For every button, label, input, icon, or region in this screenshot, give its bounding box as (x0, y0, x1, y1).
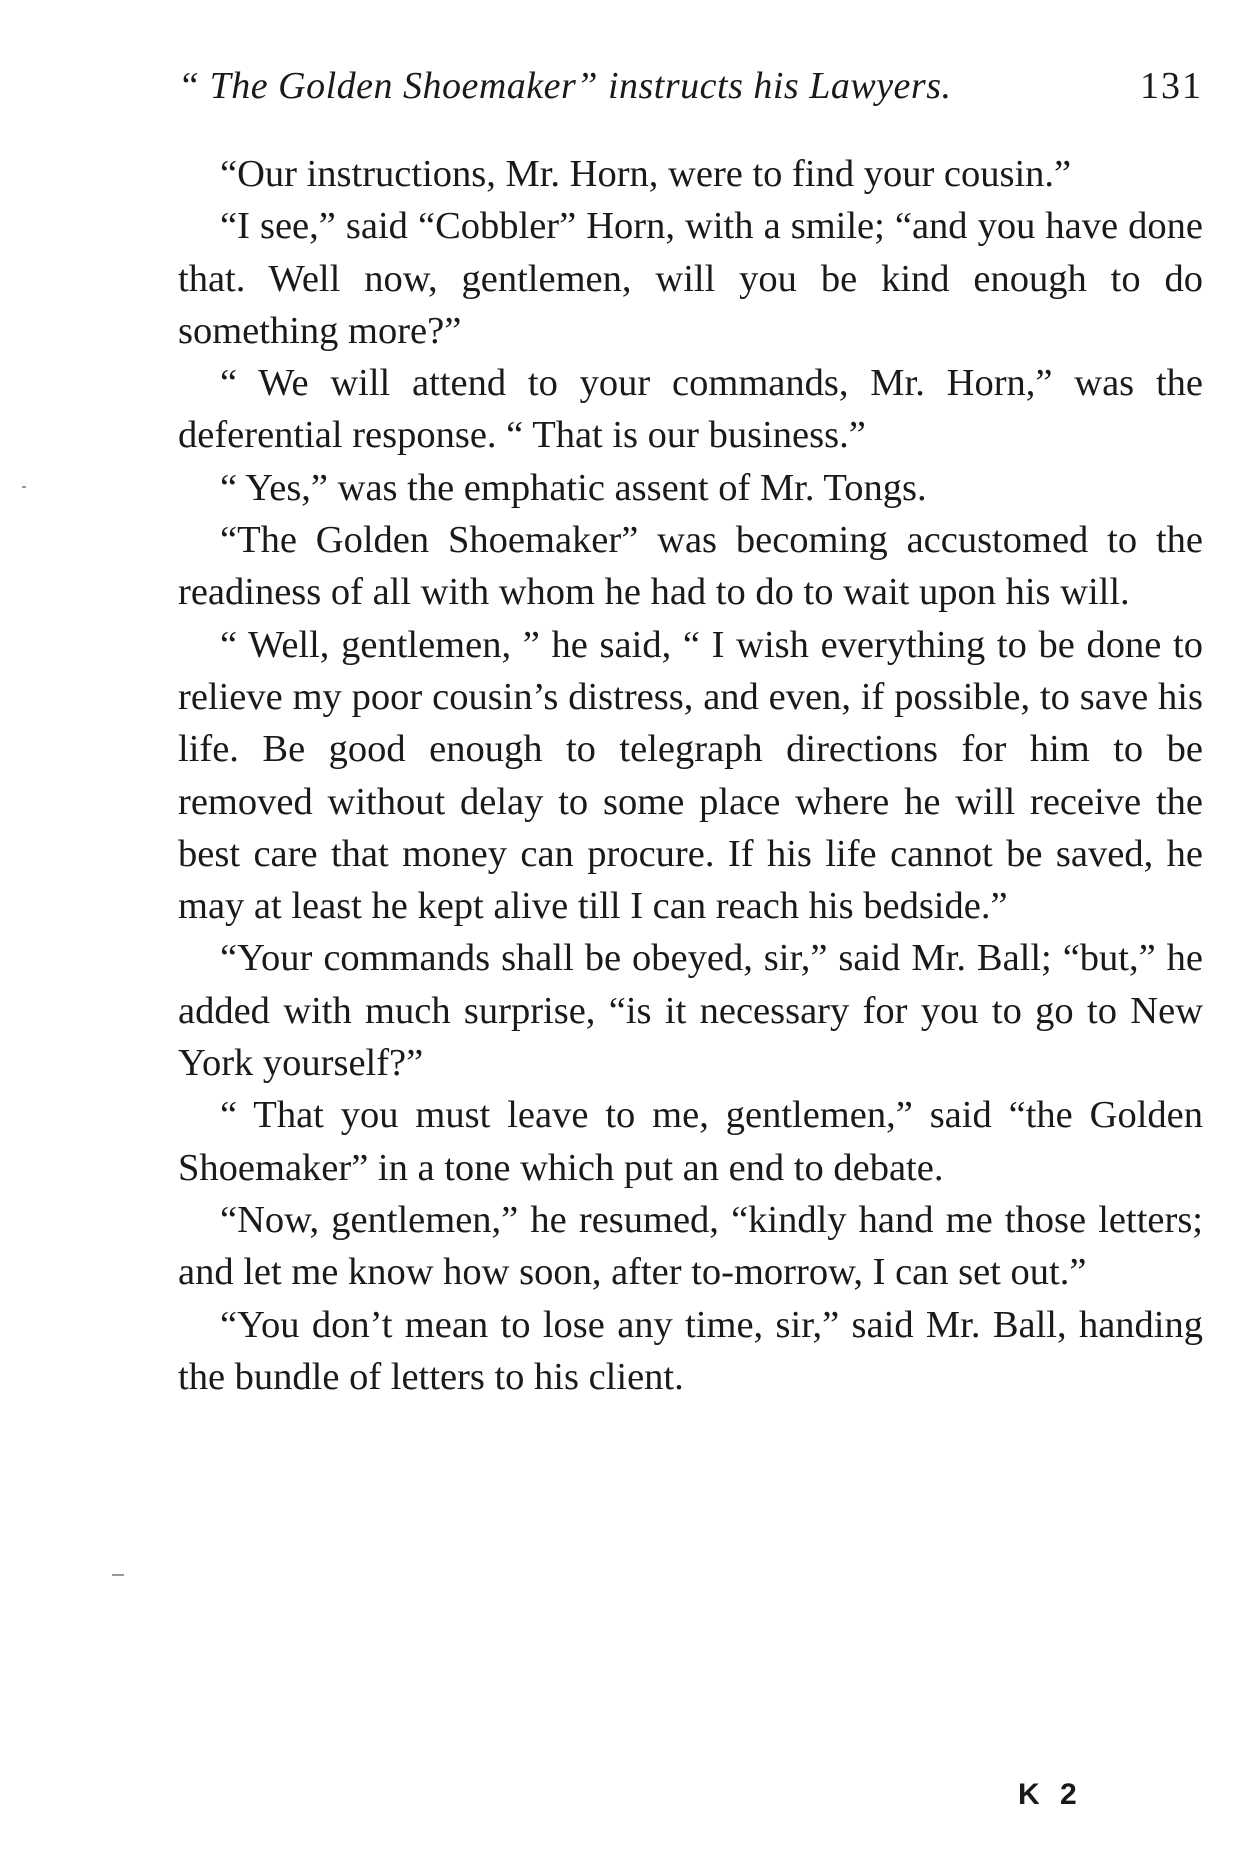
margin-mark (22, 486, 26, 488)
margin-mark (112, 1574, 124, 1576)
paragraph: “ We will attend to your commands, Mr. Horn,” was the deferential response. “ That is our business.” (178, 362, 1203, 457)
paragraph: “ Well, gentlemen, ” he said, “ I wish everything to be done to relieve my poor cousin’s distress, and even, if possible, to save his life. Be good enough to telegraph directions for him to be removed without delay to some place where he will receive the best care that money can procure. If his life cannot be saved, he may at least he kept alive till I can reach his bedside.” (178, 623, 1203, 928)
paragraph: “Our instructions, Mr. Horn, were to find your cousin.” (220, 153, 1072, 195)
paragraph: “Now, gentlemen,” he resumed, “kindly hand me those letters; and let me know how soon, after to-morrow, I can set out.” (178, 1198, 1203, 1294)
running-header (178, 58, 1203, 114)
paragraph: “ Yes,” was the emphatic assent of Mr. Tongs. (220, 466, 927, 509)
running-title: “ The Golden Shoemaker” instructs his Lawyers. (178, 65, 952, 107)
paragraph: “Your commands shall be obeyed, sir,” said Mr. Ball; “but,” he added with much surprise, “is it necessary for you to go to New York yourself?” (178, 937, 1203, 1085)
paragraph: “You don’t mean to lose any time, sir,” said Mr. Ball, handing the bundle of letters to his client. (178, 1303, 1203, 1398)
paragraph: “The Golden Shoemaker” was becoming accustomed to the readiness of all with whom he had to do to wait upon his will. (178, 519, 1203, 614)
paragraph: “I see,” said “Cobbler” Horn, with a smile; “and you have done that. Well now, gentlemen, will you be kind enough to do something more?” (178, 205, 1203, 352)
paragraph: “ That you must leave to me, gentlemen,” said “the Golden Shoemaker” in a tone which put an end to debate. (178, 1094, 1203, 1189)
page-number: 131 (1140, 65, 1203, 107)
body-text (178, 148, 1203, 1403)
signature-mark: K 2 (1018, 1778, 1083, 1811)
